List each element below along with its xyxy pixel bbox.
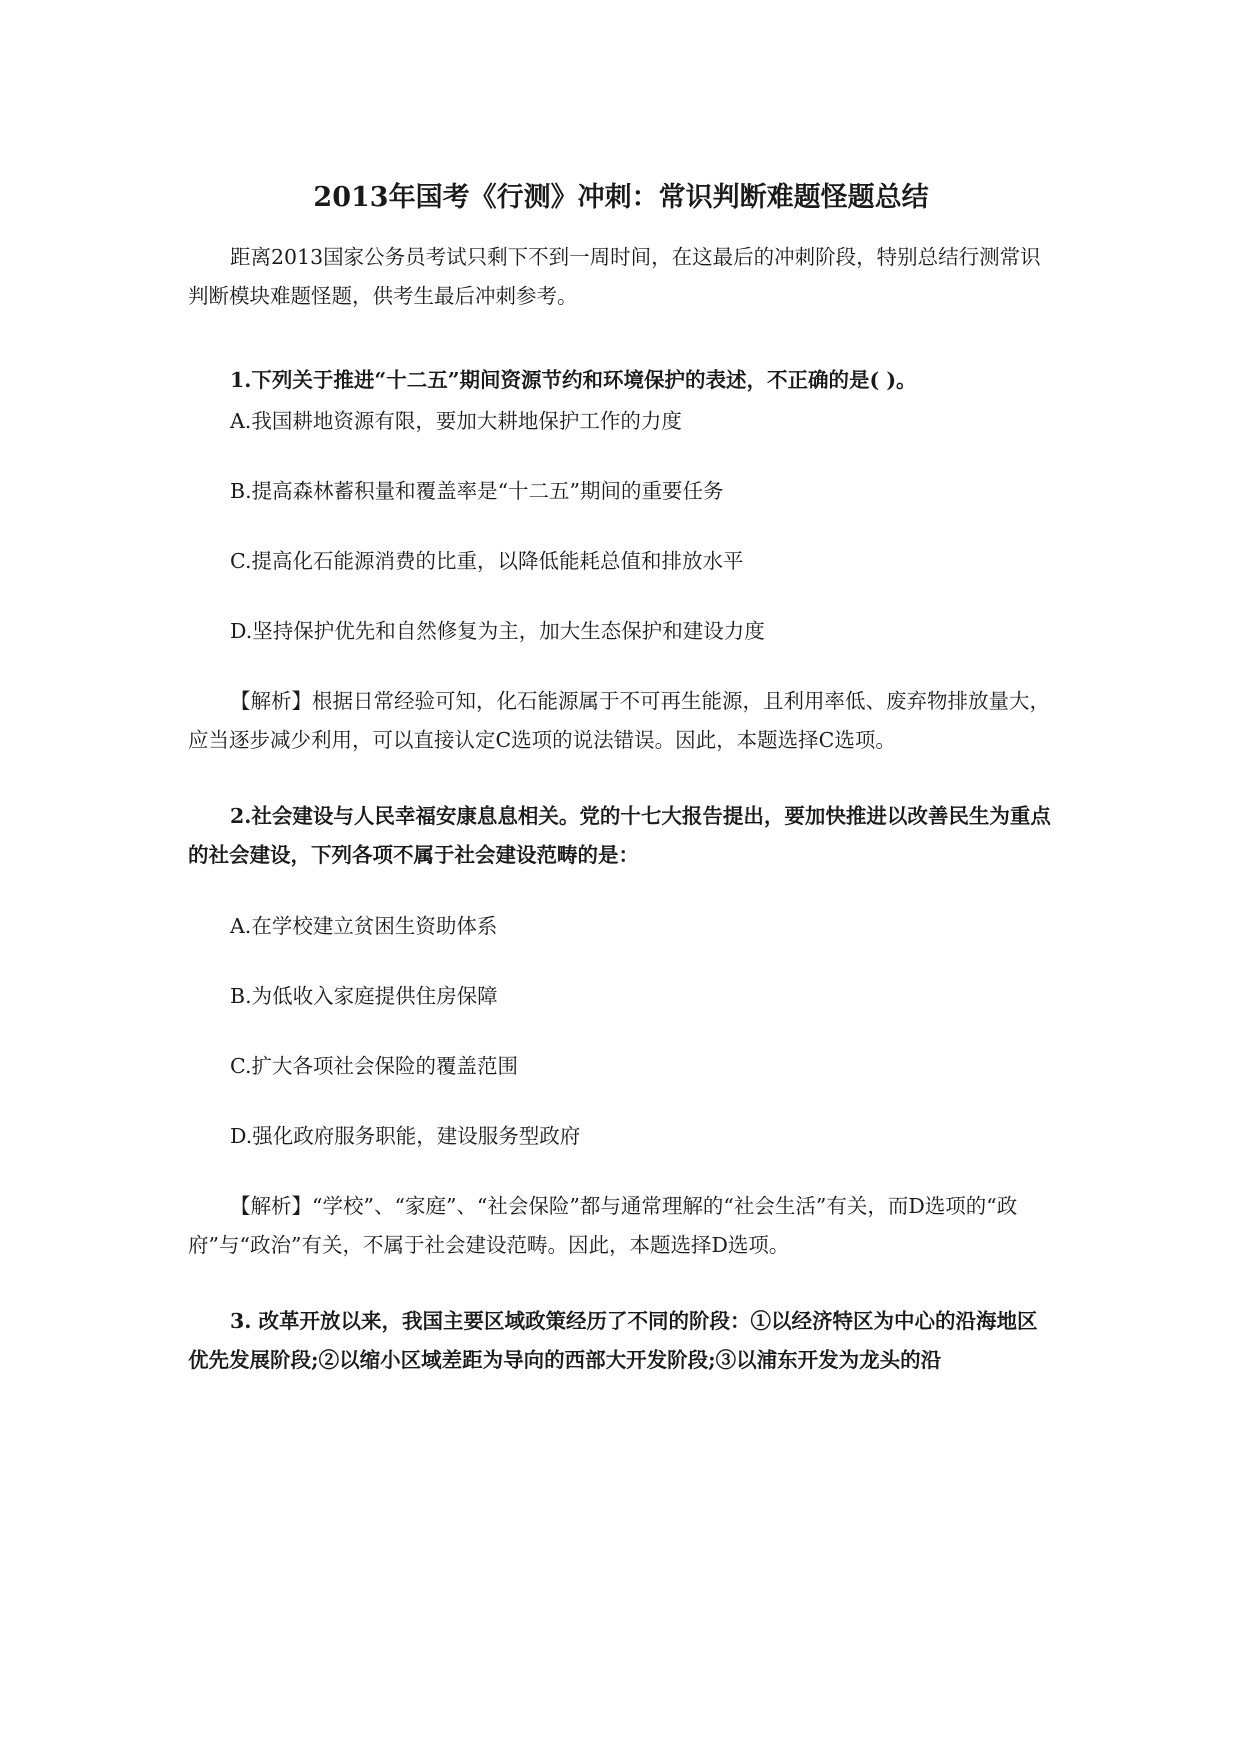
question-2-analysis: 【解析】“学校”、“家庭”、“社会保险”都与通常理解的“社会生活”有关，而D选项的“政府”与“政治”有关，不属于社会建设范畴。因此，本题选择D选项。 xyxy=(188,1194,1018,1257)
question-2: 2.社会建设与人民幸福安康息息相关。党的十七大报告提出，要加快推进以改善民生为重点的社会建设，下列各项不属于社会建设范畴的是： xyxy=(188,804,1051,867)
question-1-option-b: B.提高森林蓄积量和覆盖率是“十二五”期间的重要任务 xyxy=(230,479,724,503)
question-1-analysis: 【解析】根据日常经验可知，化石能源属于不可再生能源，且利用率低、废弃物排放量大，应当逐步减少利用，可以直接认定C选项的说法错误。因此，本题选择C选项。 xyxy=(188,689,1050,752)
question-2-option-b: B.为低收入家庭提供住房保障 xyxy=(230,984,498,1008)
intro-paragraph: 距离2013国家公务员考试只剩下不到一周时间，在这最后的冲刺阶段，特别总结行测常识判断模块难题怪题，供考生最后冲刺参考。 xyxy=(188,245,1041,308)
question-1-option-c: C.提高化石能源消费的比重，以降低能耗总值和排放水平 xyxy=(230,549,744,573)
question-1-option-a: A.我国耕地资源有限，要加大耕地保护工作的力度 xyxy=(230,409,682,433)
document-title: 2013年国考《行测》冲刺：常识判断难题怪题总结 xyxy=(313,182,929,214)
question-2-option-a: A.在学校建立贫困生资助体系 xyxy=(230,914,498,938)
question-2-option-c: C.扩大各项社会保险的覆盖范围 xyxy=(230,1054,518,1078)
question-1: 1.下列关于推进“十二五”期间资源节约和环境保护的表述，不正确的是( )。 xyxy=(230,368,917,392)
question-1-option-d: D.坚持保护优先和自然修复为主，加大生态保护和建设力度 xyxy=(230,619,765,643)
question-2-option-d: D.强化政府服务职能，建设服务型政府 xyxy=(230,1124,581,1148)
question-3: 3. 改革开放以来，我国主要区域政策经历了不同的阶段：①以经济特区为中心的沿海地区优先发展阶段;②以缩小区域差距为导向的西部大开发阶段;③以浦东开发为龙头的沿 xyxy=(188,1309,1038,1372)
